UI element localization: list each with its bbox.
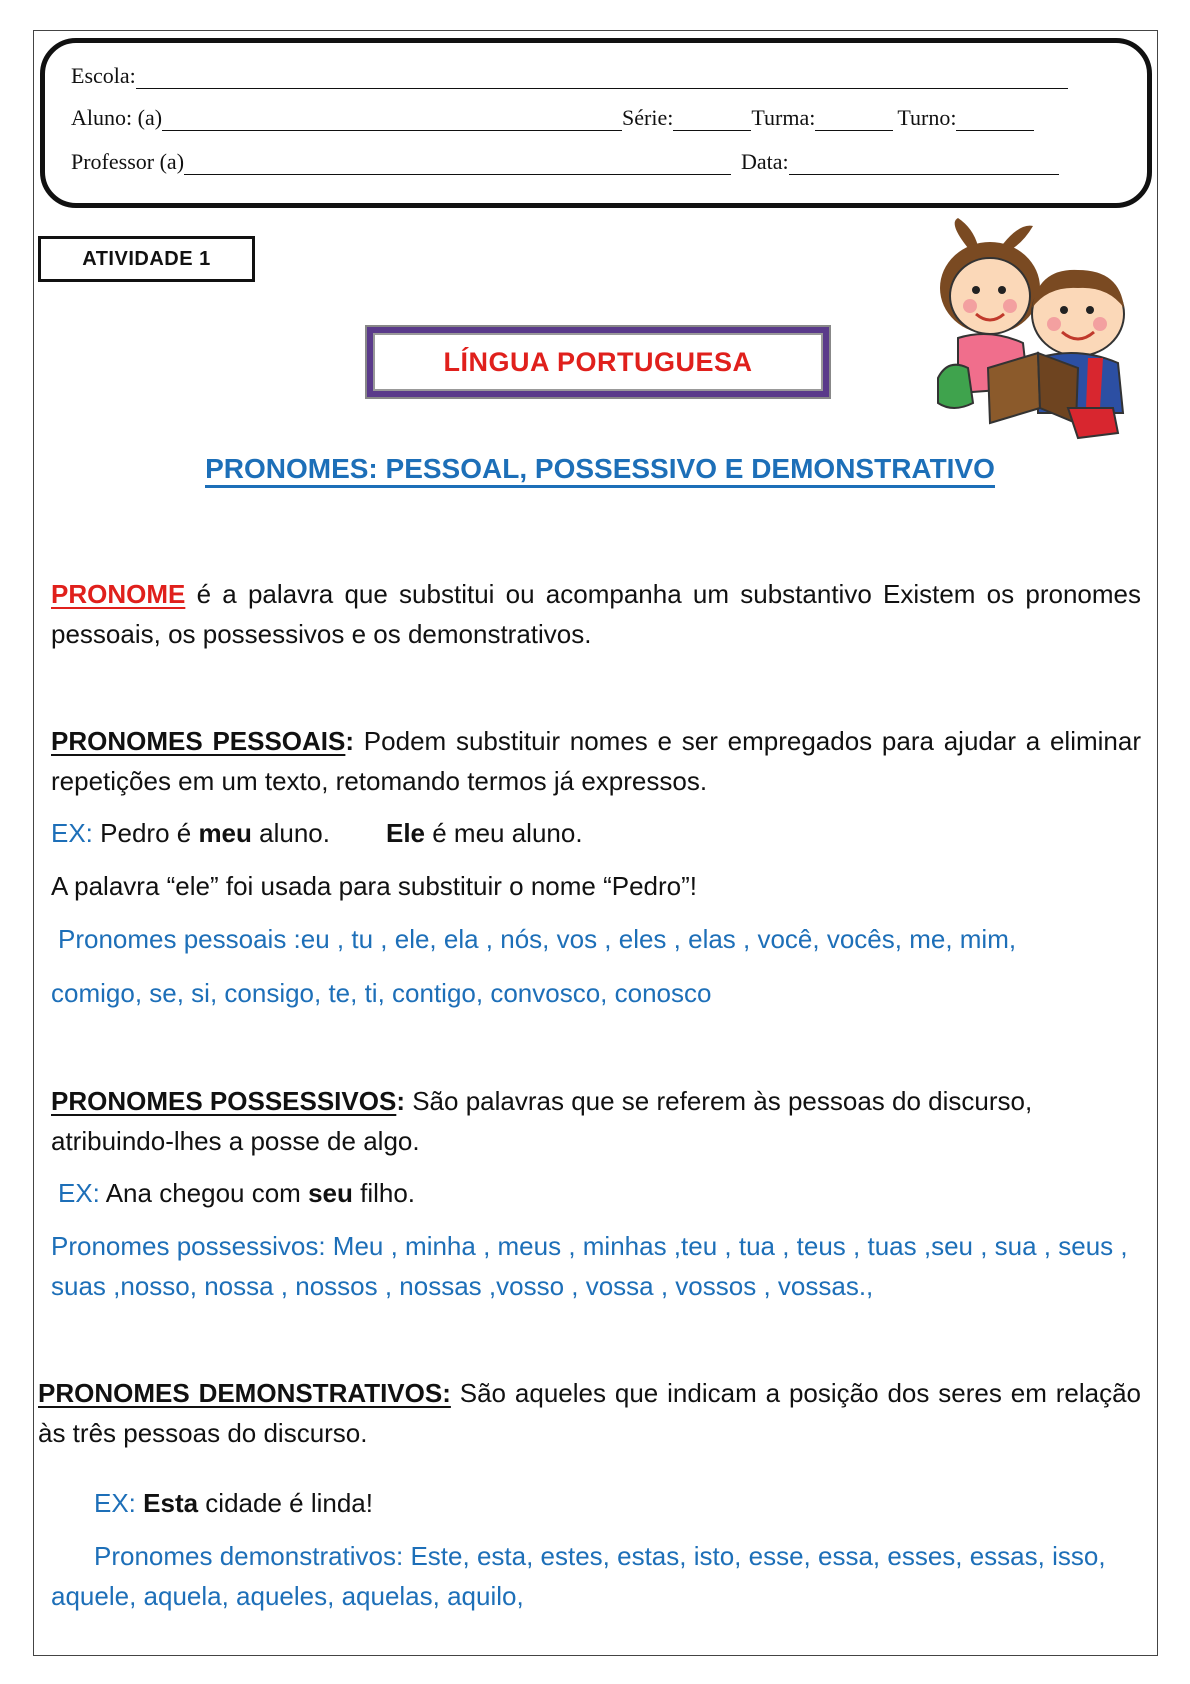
demonstrativos-list: Pronomes demonstrativos: Este, esta, estes, estas, isto, esse, essa, esses, essas, isso, aquele, aquela, aqueles, aquelas, aquilo,: [51, 1541, 1106, 1611]
activity-label: ATIVIDADE 1: [38, 236, 255, 282]
possessivos-example: EX: Ana chegou com seu filho.: [58, 1178, 416, 1208]
turma-label: Turma:: [751, 105, 816, 130]
escola-row: [71, 63, 1068, 89]
lesson-title: PRONOMES: PESSOAL, POSSESSIVO E DEMONSTRATIVO: [0, 453, 1190, 485]
turno-field[interactable]: [956, 110, 1034, 131]
demonstrativos-example: EX: Esta cidade é linda!: [94, 1488, 373, 1518]
turno-label: Turno:: [897, 105, 957, 130]
data-label: Data:: [741, 149, 789, 174]
possessivos-heading: PRONOMES POSSESSIVOS: [51, 1086, 397, 1116]
pronome-term: PRONOME: [51, 579, 186, 609]
possessivos-definition: PRONOMES POSSESSIVOS: São palavras que se referem às pessoas do discurso, atribuindo-lhes a posse de algo.: [51, 1086, 1033, 1156]
data-field[interactable]: [789, 154, 1059, 175]
professor-field[interactable]: [184, 154, 731, 175]
aluno-field[interactable]: [162, 110, 622, 131]
pessoais-definition: PRONOMES PESSOAIS: Podem substituir nomes e ser empregados para ajudar a eliminar repetições em um texto, retomando termos já expressos.: [51, 726, 1141, 796]
turma-field[interactable]: [815, 110, 893, 131]
escola-label: Escola:: [71, 63, 136, 88]
intro-paragraph: PRONOME é a palavra que substitui ou acompanha um substantivo Existem os pronomes pessoais, os possessivos e os demonstrativos.: [51, 579, 1141, 649]
escola-field[interactable]: [136, 68, 1068, 89]
girl-face-icon: [950, 258, 1030, 334]
pessoais-list-line2: comigo, se, si, consigo, te, ti, contigo, convosco, conosco: [51, 978, 712, 1008]
pessoais-example: EX: Pedro é meu aluno. Ele é meu aluno.: [51, 818, 583, 848]
student-info-box: [40, 38, 1152, 208]
aluno-row: [71, 105, 1034, 131]
pessoais-note: A palavra “ele” foi usada para substituir o nome “Pedro”!: [51, 871, 698, 901]
pessoais-heading: PRONOMES PESSOAIS: [51, 726, 346, 756]
demonstrativos-definition: PRONOMES DEMONSTRATIVOS: São aqueles que indicam a posição dos seres em relação às três pessoas do discurso.: [38, 1378, 1142, 1448]
pessoais-list-line1: Pronomes pessoais :eu , tu , ele, ela , nós, vos , eles , elas , você, vocês, me, mim,: [58, 924, 1017, 954]
aluno-label: Aluno: (a): [71, 105, 163, 130]
serie-field[interactable]: [673, 110, 751, 131]
hair-tuft-icon: [955, 218, 978, 248]
kids-reading-illustration: [928, 218, 1143, 443]
professor-row: [71, 149, 1059, 175]
professor-label: Professor (a): [71, 149, 185, 174]
subject-title: LÍNGUA PORTUGUESA: [443, 346, 753, 377]
subject-banner: [367, 327, 829, 397]
possessivos-list: Pronomes possessivos: Meu , minha , meus , minhas ,teu , tua , teus , tuas ,seu , sua , seus , suas ,nosso, nossa , nossos , nossas ,vosso , vossa , vossos , vossas.,: [51, 1231, 1128, 1301]
serie-label: Série:: [622, 105, 674, 130]
demonstrativos-heading: PRONOMES DEMONSTRATIVOS:: [38, 1378, 451, 1408]
